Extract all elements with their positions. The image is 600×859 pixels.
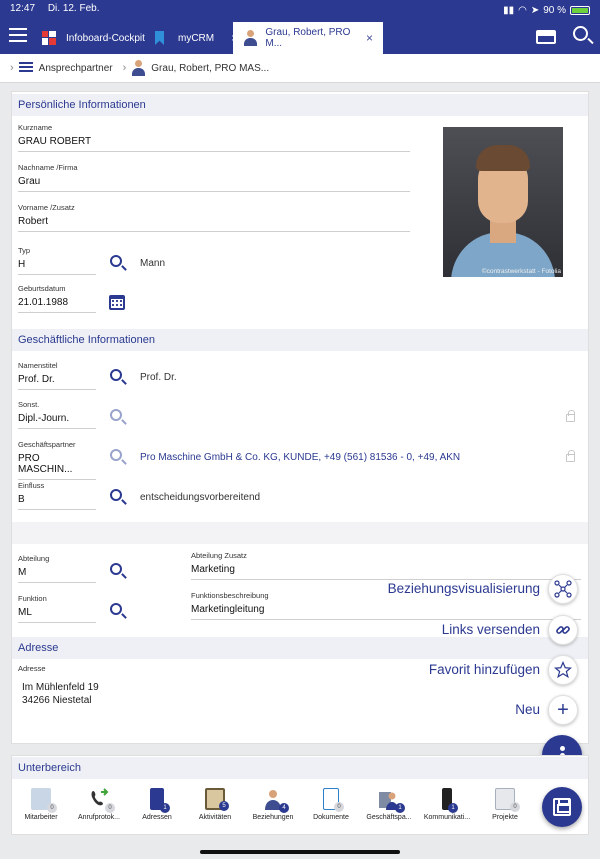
tab-contact-grau[interactable] — [233, 22, 383, 54]
abteilung-field[interactable] — [18, 554, 96, 583]
business-partner-icon — [379, 788, 402, 811]
save-icon[interactable] — [542, 787, 582, 827]
document-icon — [323, 788, 339, 810]
field-value: H — [18, 259, 96, 275]
fab-label-links-versenden[interactable]: Links versenden — [441, 622, 540, 637]
fab-label-neu[interactable]: Neu — [515, 702, 540, 717]
inbox-tray-icon[interactable] — [536, 30, 556, 44]
field-label: Abteilung Zusatz — [191, 551, 247, 560]
field-value: GRAU ROBERT — [18, 136, 410, 152]
contact-list-icon — [19, 62, 33, 74]
person-relations-icon — [263, 788, 286, 811]
project-icon — [495, 788, 515, 810]
vorname-field[interactable] — [18, 203, 410, 232]
status-time: 12:47 — [10, 3, 36, 14]
count-badge: 4 — [279, 803, 289, 813]
status-date: Di. 12. Feb. — [47, 3, 100, 14]
count-badge: 5 — [219, 801, 229, 811]
typ-field[interactable] — [18, 246, 96, 275]
address-book-icon — [150, 788, 167, 811]
field-label: Nachname /Firma — [18, 163, 78, 172]
menu-icon[interactable] — [9, 28, 27, 46]
clipboard-icon — [205, 788, 225, 810]
field-label: Adresse — [18, 664, 46, 673]
field-label: Kurzname — [18, 123, 53, 132]
namenstitel-field[interactable] — [18, 361, 96, 390]
lock-icon — [566, 414, 575, 422]
battery-percent: 90 % — [543, 4, 566, 16]
subsection-items — [12, 788, 588, 821]
sub-item-beziehungen[interactable] — [244, 788, 302, 821]
lock-icon — [566, 454, 575, 462]
tab-label: Infoboard-Cockpit — [66, 32, 145, 44]
sub-item-label: Mitarbeiter — [24, 814, 58, 821]
search-icon — [110, 449, 122, 461]
contact-detail-card — [11, 91, 589, 744]
count-badge: 0 — [105, 803, 115, 813]
section-unterbereich: Unterbereich — [12, 757, 588, 779]
sub-item-mitarbeiter[interactable] — [12, 788, 70, 821]
field-value: Marketing — [191, 564, 581, 580]
field-label: Einfluss — [18, 481, 45, 490]
count-badge: 0 — [334, 802, 344, 812]
field-value: ML — [18, 607, 96, 623]
status-bar — [10, 3, 590, 17]
sub-item-label: Aktivitäten — [198, 814, 232, 821]
search-icon[interactable] — [573, 26, 588, 41]
fab-label-beziehungsvisualisierung[interactable]: Beziehungsvisualisierung — [387, 581, 540, 596]
network-icon[interactable] — [548, 574, 578, 604]
signal-icon: ▮▮ — [503, 4, 515, 16]
tab-infoboard-cockpit[interactable] — [42, 22, 145, 54]
search-icon — [110, 409, 122, 421]
field-label: Funktion — [18, 594, 47, 603]
field-value: 21.01.1988 — [18, 297, 96, 313]
search-icon[interactable] — [110, 369, 122, 381]
field-value: Marketingleitung — [191, 604, 581, 620]
subsection-panel — [11, 755, 589, 835]
section-spacer — [12, 522, 588, 544]
adresse-field[interactable] — [18, 664, 218, 706]
field-label: Sonst. — [18, 400, 40, 409]
section-business-info: Geschäftliche Informationen — [12, 329, 588, 351]
fab-label-favorit-hinzufuegen[interactable]: Favorit hinzufügen — [428, 662, 540, 677]
link-icon[interactable] — [548, 615, 578, 645]
geschaeftspartner-link[interactable]: Pro Maschine GmbH & Co. KG, KUNDE, +49 (561) 81536 - 0, +49, AKN — [140, 452, 461, 463]
field-label: Geschäftspartner — [18, 440, 76, 449]
sub-item-anrufprotokolle[interactable] — [70, 788, 128, 821]
count-badge: 0 — [510, 802, 520, 812]
sub-item-aktivitaeten[interactable] — [186, 788, 244, 821]
field-label: Vorname /Zusatz — [18, 203, 75, 212]
section-personal-info: Persönliche Informationen — [12, 94, 588, 116]
search-icon[interactable] — [110, 603, 122, 615]
einfluss-description: entscheidungsvorbereitend — [140, 492, 261, 503]
tab-label: myCRM — [178, 32, 215, 44]
chevron-right-icon: › — [10, 62, 14, 74]
field-label: Typ — [18, 246, 31, 255]
calendar-icon[interactable] — [109, 295, 125, 310]
address-line-1: Im Mühlenfeld 19 — [22, 682, 99, 693]
sub-item-dokumente[interactable] — [302, 788, 360, 821]
wifi-icon: ◠ — [518, 4, 527, 16]
field-label: Funktionsbeschreibung — [191, 591, 269, 600]
sub-item-label: Kommunikati... — [423, 814, 471, 821]
sub-item-label: Geschäftspa... — [366, 814, 412, 821]
breadcrumb-current: Grau, Robert, PRO MAS... — [151, 62, 270, 74]
namenstitel-description: Prof. Dr. — [140, 372, 177, 383]
geschaeftspartner-field[interactable] — [18, 440, 96, 480]
contact-photo — [443, 127, 563, 277]
battery-icon — [570, 6, 590, 15]
sub-item-kommunikation[interactable] — [418, 788, 476, 821]
sub-item-projekte[interactable] — [476, 788, 534, 821]
funktion-field[interactable] — [18, 594, 96, 623]
field-value: Robert — [18, 216, 410, 232]
count-badge: 1 — [395, 803, 405, 813]
sonst-field[interactable] — [18, 400, 96, 429]
address-line-2: 34266 Niestetal — [22, 695, 92, 706]
field-value: B — [18, 494, 96, 510]
field-value: Grau — [18, 176, 410, 192]
kurzname-field[interactable] — [18, 123, 410, 152]
sub-item-label: Adressen — [142, 814, 172, 821]
chevron-right-icon: › — [122, 62, 127, 74]
breadcrumb-root[interactable]: Ansprechpartner — [38, 62, 113, 74]
bookmark-icon — [155, 31, 164, 45]
location-icon: ➤ — [530, 4, 540, 16]
section-address: Adresse — [12, 637, 588, 659]
infoboard-icon — [42, 31, 56, 45]
sub-item-adressen[interactable] — [128, 788, 186, 821]
tab-label: Grau, Robert, PRO M... — [265, 27, 351, 49]
count-badge: 1 — [448, 803, 458, 813]
field-label: Geburtsdatum — [18, 284, 66, 293]
abteilung-zusatz-field[interactable] — [191, 551, 581, 580]
nachname-field[interactable] — [18, 163, 410, 192]
sub-item-label: Dokumente — [313, 814, 349, 821]
einfluss-field[interactable] — [18, 481, 96, 510]
contact-person-icon — [131, 60, 145, 76]
star-icon[interactable] — [548, 655, 578, 685]
field-value: Dipl.-Journ. — [18, 413, 96, 429]
close-icon[interactable]: × — [365, 31, 373, 45]
count-badge: 1 — [160, 803, 170, 813]
search-icon[interactable] — [110, 489, 122, 501]
search-icon[interactable] — [110, 255, 122, 267]
search-icon[interactable] — [110, 563, 122, 575]
sub-item-geschaeftspartner[interactable] — [360, 788, 418, 821]
sub-item-label: Beziehungen — [252, 814, 294, 821]
geburtsdatum-field[interactable] — [18, 284, 96, 313]
sub-item-label: Projekte — [492, 814, 518, 821]
field-value: Prof. Dr. — [18, 374, 96, 390]
app-header — [0, 0, 600, 54]
plus-icon[interactable]: + — [548, 695, 578, 725]
employee-card-icon — [31, 788, 54, 811]
mobile-phone-icon — [442, 788, 455, 811]
field-value: M — [18, 567, 96, 583]
home-indicator — [200, 850, 400, 854]
photo-credit: ©contrastwerkstatt - Fotolia — [481, 268, 561, 275]
field-label: Namenstitel — [18, 361, 58, 370]
contact-person-icon — [243, 30, 255, 46]
field-label: Abteilung — [18, 554, 50, 563]
count-badge: 0 — [47, 803, 57, 813]
typ-description: Mann — [140, 258, 166, 269]
field-value: PRO MASCHIN... — [18, 453, 96, 480]
tab-mycrm[interactable] — [155, 22, 238, 54]
breadcrumb — [0, 54, 600, 83]
phone-call-icon — [89, 788, 112, 811]
sub-item-label: Anrufprotok... — [77, 814, 121, 821]
